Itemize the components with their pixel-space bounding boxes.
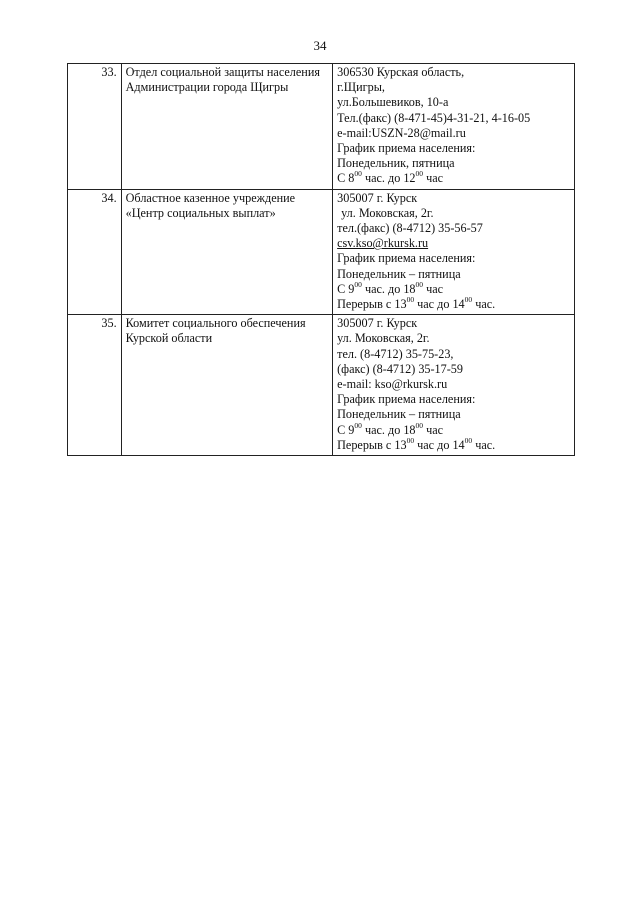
phone-line: тел.(факс) (8-4712) 35-56-57 — [337, 221, 483, 236]
table-row — [68, 315, 575, 456]
schedule-label: График приема населения: — [337, 392, 476, 407]
schedule-days: Понедельник – пятница — [337, 266, 461, 281]
schedule-label: График приема населения: — [337, 251, 476, 266]
contact-details — [333, 64, 575, 190]
street-line: ул.Большевиков, 10-а — [337, 95, 449, 110]
contact-details — [333, 315, 575, 456]
address-line: 305007 г. Курск — [337, 190, 418, 205]
email-line: e-mail:USZN-28@mail.ru — [337, 125, 466, 140]
organization-name: Областное казенное учреждение «Центр социальных выплат» — [121, 189, 333, 315]
schedule-break: Перерыв с $13^{00}$ час до $14^{00}$ час. — [337, 294, 496, 312]
organization-name: Комитет социального обеспечения Курской области — [121, 315, 333, 456]
contact-details — [333, 189, 575, 315]
address-line: 306530 Курская область, — [337, 65, 465, 79]
schedule-hours: С $9^{00}$ час. до $18^{00}$ час — [337, 420, 444, 437]
phone-line: Тел.(факс) (8-471-45)4-31-21, 4-16-05 — [337, 110, 531, 125]
schedule-hours: С $9^{00}$ час. до $18^{00}$ час — [337, 279, 444, 296]
schedule-label: График приема населения: — [337, 141, 476, 156]
page-number: 34 — [313, 38, 327, 53]
city-line: г.Щигры, — [337, 80, 385, 95]
email-line: e-mail: kso@rkursk.ru — [337, 377, 448, 392]
phone-line: тел. (8-4712) 35-75-23, — [337, 346, 454, 361]
organization-name: Отдел социальной защиты населения Администрации города Щигры — [121, 64, 333, 190]
table-row — [68, 189, 575, 315]
row-number: 33. — [68, 64, 122, 190]
street-line: ул. Моковская, 2г. — [337, 331, 430, 346]
fax-line: (факс) (8-4712) 35-17-59 — [337, 361, 463, 376]
row-number: 34. — [68, 189, 122, 315]
street-line: ул. Моковская, 2г. — [341, 205, 434, 220]
schedule-days: Понедельник – пятница — [337, 407, 461, 422]
email-link[interactable]: csv.kso@rkursk.ru — [337, 236, 429, 251]
table-row — [68, 64, 575, 190]
institutions-table — [67, 63, 575, 456]
schedule-hours: С $8^{00}$ час. до $12^{00}$ час — [337, 169, 444, 186]
address-line: 305007 г. Курск — [337, 316, 418, 331]
schedule-days: Понедельник, пятница — [337, 156, 455, 171]
schedule-break: Перерыв с $13^{00}$ час до $14^{00}$ час. — [337, 435, 496, 452]
row-number: 35. — [68, 315, 122, 456]
